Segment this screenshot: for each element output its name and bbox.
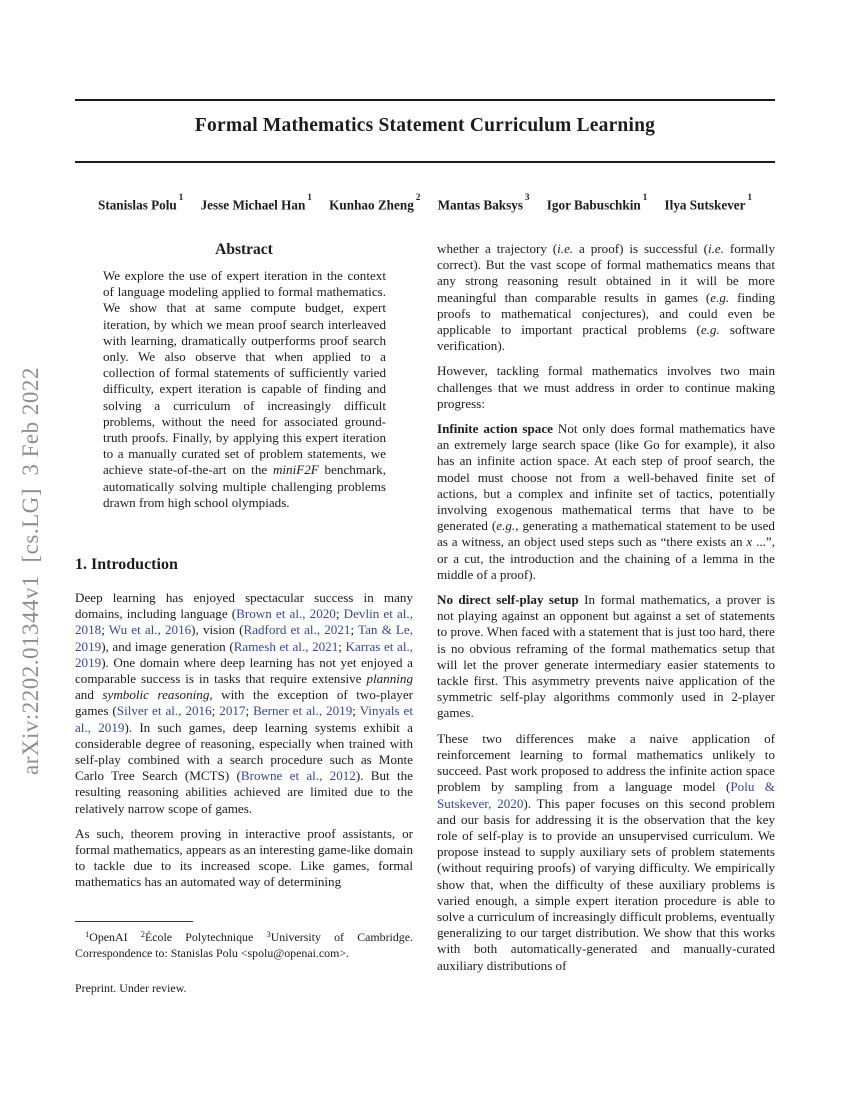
text-run: University of Cambridge. Correspondence to: Stanislas Polu <spolu@openai.com>. [75,930,413,960]
text-run: ). One domain where deep learning has not yet enjoyed a comparable success is in tasks that require extensive [75,654,413,687]
text-run: ). But the resulting reasoning abilities achieved are limited due to the relatively narrow scope of games. [75,768,413,816]
text-run: , generating a mathematical statement to be used as a witness, an object used steps such as “there exists an [437,518,775,550]
citation-link[interactable]: Silver et al., 2016 [116,703,212,719]
citation-link[interactable]: Browne et al., 2012 [240,768,356,784]
text-run: , with the exception of two-player games ( [75,687,413,719]
text-run: i.e. [557,241,574,256]
paragraph [437,363,775,412]
text-run: and [75,687,103,703]
author [97,192,184,213]
author-affiliation-mark: 3 [524,192,530,202]
text-run: x [746,534,753,550]
left-column [75,590,413,900]
author [437,192,530,213]
paragraph [437,421,775,583]
citation-link[interactable]: Berner et al., 2019 [253,703,353,719]
author-affiliation-mark: 1 [642,192,648,202]
preprint-status-note: Preprint. Under review. [75,981,187,995]
text-run: planning [366,671,413,687]
citation-link[interactable]: Polu & Sutskever, 2020 [437,779,775,811]
text-run: ...”, or a cut, the introduction and the chaining of a lemma in the middle of a proof). [437,534,775,582]
text-run: ), vision ( [191,622,244,638]
citation-link[interactable]: Radford et al., 2021 [243,622,351,638]
author [200,192,312,213]
paragraph [437,592,775,722]
text-run: ), and image generation ( [101,638,234,654]
paragraph [75,590,413,817]
author-name: Kunhao Zheng [329,197,414,213]
arxiv-watermark: arXiv:2202.01344v1 [cs.LG] 3 Feb 2022 [18,367,43,775]
text-run: a proof) is successful ( [573,241,709,256]
author-name: Ilya Sutskever [664,197,746,213]
text-run: As such, theorem proving in interactive proof assistants, or formal mathematics, appears as an interesting game-like domain to tackle due to its increased scope. Like games, formal mathematics has an automated way of determining [75,825,413,890]
citation-link[interactable]: Wu et al., 2016 [108,622,192,638]
text-run: software verification). [437,322,775,354]
author-affiliation-mark: 1 [747,192,752,202]
text-run: Not only does formal mathematics have an extremely large search space (like Go for example), it also has an infinite action space. At each step of proof search, the model must choose not from a well-behaved finite set of actions, but a complex and infinite set of tactics, potentially involving exogenous mathematical terms that have to be generated ( [437,421,776,534]
author-affiliation-mark: 1 [178,192,184,202]
text-run: ; [211,703,220,719]
paragraph [437,731,775,974]
text-run: formally correct). But the vast scope of formal mathematics means that any strong reasoning result obtained in it will be more meaningful than comparable results in games ( [437,241,775,305]
text-run: These two differences make a naive application of reinforcement learning to formal mathematics unlikely to succeed. Past work proposed to address the infinite action space problem by sampling from a language model ( [437,730,775,795]
top-rule [75,99,775,101]
section-heading-introduction: 1. Introduction [75,556,178,573]
citation-link[interactable]: Vinyals et al., 2019 [75,703,414,735]
text-run: 3 [266,929,271,939]
text-run: symbolic reasoning [102,687,210,703]
text-run: ). In such games, deep learning systems exhibit a considerable degree of reasoning, especially when trained with self-play combined with a search procedure such as Monte Carlo Tree Search (MCTS) ( [75,719,413,784]
text-run: Infinite action space [437,421,553,437]
citation-link[interactable]: Ramesh et al., 2021 [233,638,339,654]
paragraph [75,826,413,891]
abstract-heading: Abstract [215,241,273,258]
text-run: ; [338,638,346,654]
paragraph [437,241,775,354]
text-run: i.e. [708,241,725,256]
author-affiliation-mark: 1 [307,192,312,202]
text-run: ; [352,703,360,719]
text-run: ; [245,703,254,719]
right-column [437,241,775,983]
footnote-rule [75,921,193,922]
author-name: Stanislas Polu [97,197,177,213]
text-run: finding proofs to mathematical conjectures), and could even be applicable to important practical problems ( [437,289,775,338]
citation-link[interactable]: Brown et al., 2020 [236,606,336,622]
title-bottom-rule [75,161,775,163]
author-name: Mantas Baksys [437,197,523,213]
text-run: ; [335,606,344,622]
text-run: In formal mathematics, a prover is not playing against an opponent but against a set of statements to prove. When faced with a statement that is just too hard, there is no obvious reframing of the formal mathematics setup that will let the prover generate intermediary easier statements to tackle first. This asymmetry prevents naive application of the symmetric self-play algorithms commonly used in 2-player games. [437,592,775,721]
text-run: ; [101,622,109,638]
text-run: ; [350,622,358,638]
author [329,192,421,213]
page-title: Formal Mathematics Statement Curriculum Learning [194,115,656,136]
text-run: e.g. [710,289,730,305]
abstract-text [75,268,413,511]
text-run: whether a trajectory ( [437,241,558,256]
text-run: e.g. [700,322,720,338]
citation-link[interactable]: Karras et al., 2019 [75,638,414,670]
text-run: OpenAI [89,930,141,944]
text-run: No direct self-play setup [437,592,579,608]
text-run: miniF2F [272,462,319,478]
text-run: However, tackling formal mathematics involves two main challenges that we must address in order to continue making progress: [437,363,775,411]
citation-link[interactable]: Devlin et al., 2018 [75,606,413,638]
text-run: Deep learning has enjoyed spectacular success in many domains, including language ( [75,590,413,622]
text-run: École Polytechnique [145,930,267,944]
text-run: 1 [85,929,90,939]
text-run: ). This paper focuses on this second problem and our basis for addressing it is the observation that the key role of self-play is to provide an unsupervised curriculum. We propose instead to supply auxiliary sets of problem statements (without requiring proofs) of varying difficulty. We empirically show that, when the difficulty of these auxiliary problems is varied enough, a simple expert iteration procedure is able to solve a curriculum of increasingly difficult problems, eventually generalizing to our target distribution. We show that this works with both automatically-generated and manually-curated auxiliary distributions of [437,795,775,973]
author [664,192,752,213]
affiliation-footnote [75,930,413,961]
author-affiliation-mark: 2 [415,192,421,202]
author [546,192,648,213]
citation-link[interactable]: Tan & Le, 2019 [75,622,413,654]
text-run: We explore the use of expert iteration in the context of language modeling applied to formal mathematics. We show that at same compute budget, expert iteration, by which we mean proof search interleaved with learning, dramatically outperforms proof search only. We also observe that when applied to a collection of formal statements of sufficiently varied difficulty, expert iteration is capable of finding and solving a curriculum of increasingly difficult problems, without the need for associated ground-truth proofs. Finally, by applying this expert iteration to a manually curated set of problem statements, we achieve state-of-the-art on the [103,268,386,478]
author-name: Igor Babuschkin [546,197,641,213]
text-run: benchmark, automatically solving multiple challenging problems drawn from high school olympiads. [103,462,386,510]
text-run: 2 [140,929,145,939]
author-line [55,192,795,213]
citation-link[interactable]: 2017 [219,703,246,719]
author-name: Jesse Michael Han [200,197,306,213]
text-run: e.g. [496,518,516,534]
